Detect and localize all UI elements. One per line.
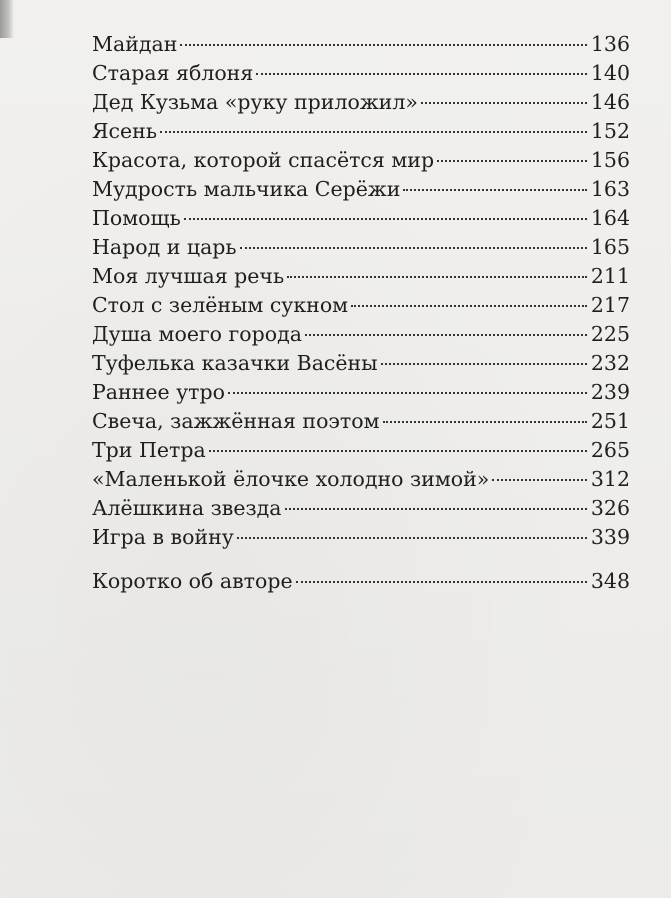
toc-entry-page: 165 <box>590 235 630 259</box>
toc-dot-leader <box>184 218 587 220</box>
toc-entry-title: Свеча, зажжённая поэтом <box>92 409 380 433</box>
toc-dot-leader <box>228 392 587 394</box>
toc-entry-title: Дед Кузьма «руку приложил» <box>92 90 418 114</box>
toc-entry <box>92 175 630 204</box>
toc-dot-leader <box>237 537 587 539</box>
toc-entry-page: 225 <box>590 322 630 346</box>
toc-entry-page: 339 <box>590 525 630 549</box>
toc-dot-leader <box>285 508 587 510</box>
toc-entry <box>92 320 630 349</box>
toc-dot-leader <box>437 160 587 162</box>
toc-entry-page: 326 <box>590 496 630 520</box>
toc-entry-page: 211 <box>590 264 630 288</box>
toc-entry-page: 136 <box>590 32 630 56</box>
toc-dot-leader <box>256 73 587 75</box>
toc-dot-leader <box>180 44 586 46</box>
toc-entry-page: 239 <box>590 380 630 404</box>
toc-entry-page: 140 <box>590 61 630 85</box>
toc-entry <box>92 523 630 552</box>
spine-shadow <box>0 0 14 38</box>
toc-entry-title: Три Петра <box>92 438 206 462</box>
toc-dot-leader <box>421 102 587 104</box>
toc-entry <box>92 30 630 59</box>
toc-dot-leader <box>492 479 587 481</box>
toc-entry-page: 146 <box>590 90 630 114</box>
toc-entry <box>92 233 630 262</box>
toc-entry-title: Помощь <box>92 206 181 230</box>
toc-dot-leader <box>160 131 587 133</box>
toc-entry <box>92 436 630 465</box>
toc-entry <box>92 59 630 88</box>
toc-dot-leader <box>351 305 587 307</box>
toc-entry-page: 251 <box>590 409 630 433</box>
toc-entry-title: Ясень <box>92 119 157 143</box>
toc-entry <box>92 349 630 378</box>
toc-dot-leader <box>296 581 587 583</box>
toc-dot-leader <box>209 450 587 452</box>
toc-entry-title: Туфелька казачки Васёны <box>92 351 378 375</box>
toc-entry <box>92 378 630 407</box>
toc-entry-title: Стол с зелёным сукном <box>92 293 349 317</box>
toc-dot-leader <box>403 189 587 191</box>
toc-dot-leader <box>240 247 587 249</box>
toc-dot-leader <box>381 363 587 365</box>
toc-entry-title: Игра в войну <box>92 525 234 549</box>
toc-entry-title: Раннее утро <box>92 380 225 404</box>
toc-dot-leader <box>305 334 587 336</box>
toc-entry-about-author <box>92 567 630 596</box>
toc-entry <box>92 407 630 436</box>
toc-entry-page: 265 <box>590 438 630 462</box>
toc-dot-leader <box>383 421 587 423</box>
toc-entry-page: 348 <box>590 569 630 593</box>
toc-entry-page: 217 <box>590 293 630 317</box>
toc-entry <box>92 262 630 291</box>
toc-entry <box>92 88 630 117</box>
toc-entry <box>92 494 630 523</box>
toc-entry-page: 232 <box>590 351 630 375</box>
toc-entry <box>92 146 630 175</box>
toc-entry-title: Майдан <box>92 32 178 56</box>
toc-dot-leader <box>287 276 587 278</box>
toc-entry-title: Душа моего города <box>92 322 302 346</box>
toc-entry-title: Мудрость мальчика Серёжи <box>92 177 401 201</box>
toc-entry-title: Народ и царь <box>92 235 237 259</box>
toc-entry-page: 152 <box>590 119 630 143</box>
table-of-contents <box>92 30 630 596</box>
toc-entry-title: Моя лучшая речь <box>92 264 285 288</box>
toc-entry-page: 156 <box>590 148 630 172</box>
toc-entry <box>92 204 630 233</box>
toc-entry <box>92 291 630 320</box>
toc-entry-page: 312 <box>590 467 630 491</box>
toc-entry-page: 164 <box>590 206 630 230</box>
toc-entry <box>92 117 630 146</box>
toc-entry-page: 163 <box>590 177 630 201</box>
toc-entry-title: Красота, которой спасётся мир <box>92 148 435 172</box>
toc-entry-title: Алёшкина звезда <box>92 496 282 520</box>
toc-entry-title: «Маленькой ёлочке холодно зимой» <box>92 467 490 491</box>
toc-entry <box>92 465 630 494</box>
toc-entry-title: Старая яблоня <box>92 61 254 85</box>
toc-entry-title: Коротко об авторе <box>92 569 293 593</box>
